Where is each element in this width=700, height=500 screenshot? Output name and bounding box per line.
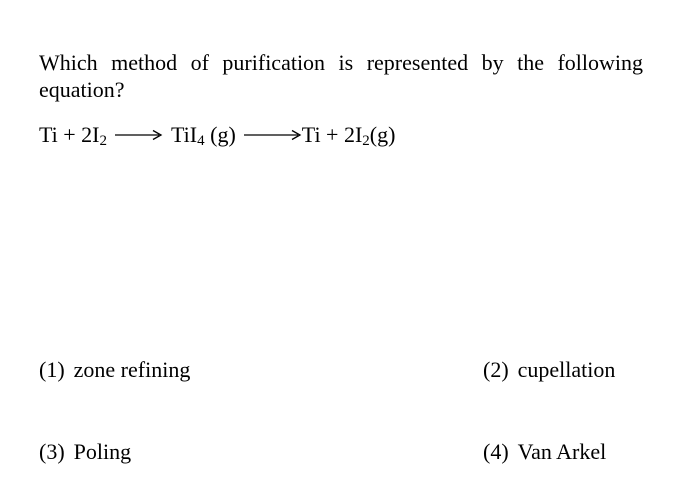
option-3[interactable] bbox=[39, 438, 131, 466]
option-number: (3) bbox=[39, 439, 65, 464]
option-label: Van Arkel bbox=[517, 439, 607, 464]
question-text: Which method of purification is represented by the following equation? bbox=[39, 50, 643, 102]
option-4[interactable] bbox=[483, 438, 606, 466]
option-label: Poling bbox=[73, 439, 132, 464]
option-number: (2) bbox=[483, 357, 509, 382]
reaction-arrow-icon bbox=[242, 120, 302, 150]
equation-products: $Ti + 2I_2(g)$ bbox=[301, 122, 396, 149]
reaction-arrow-icon bbox=[113, 120, 165, 150]
chemical-equation bbox=[39, 120, 395, 150]
equation-reactants: $Ti + 2I_2$ bbox=[39, 122, 108, 149]
option-number: (4) bbox=[483, 439, 509, 464]
option-label: cupellation bbox=[517, 357, 616, 382]
option-2[interactable] bbox=[483, 356, 615, 384]
option-label: zone refining bbox=[73, 357, 191, 382]
option-number: (1) bbox=[39, 357, 65, 382]
equation-intermediate: TiI$_4$ (g) bbox=[171, 122, 236, 149]
option-1[interactable] bbox=[39, 356, 190, 384]
